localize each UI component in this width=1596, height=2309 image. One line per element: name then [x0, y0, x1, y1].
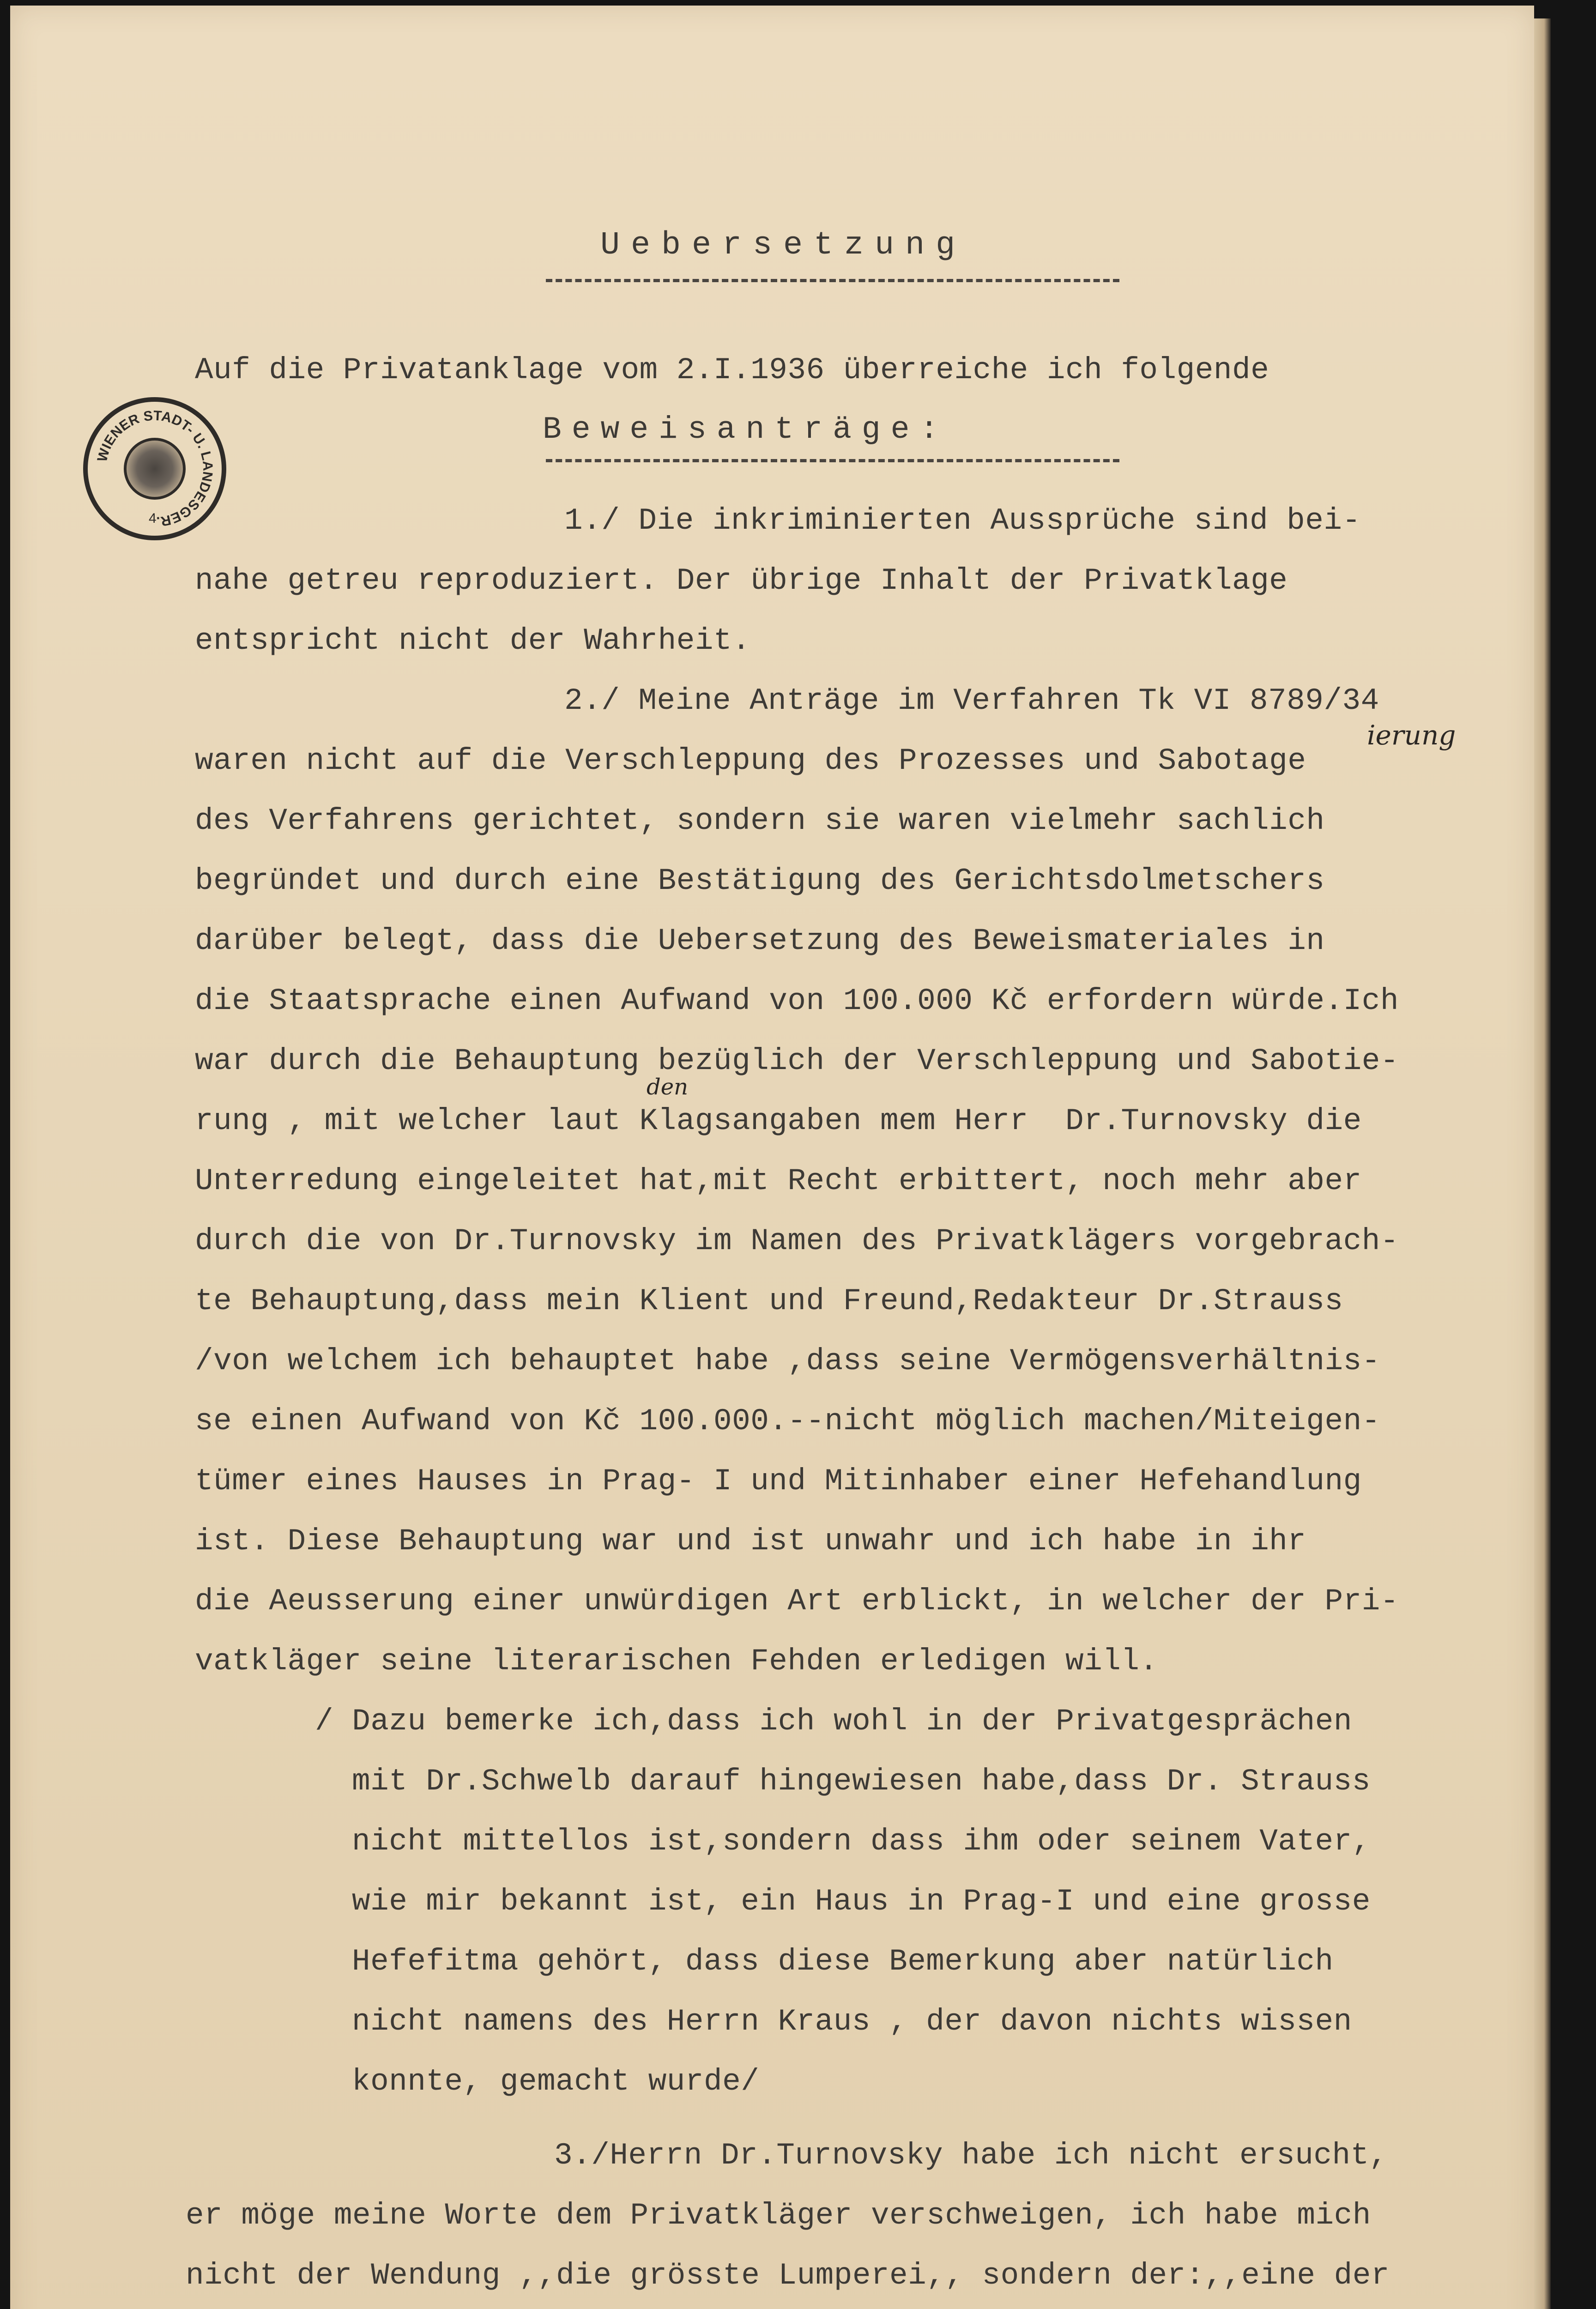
body-line: konnte, gemacht wurde/ [352, 2064, 760, 2099]
body-line: 1./ Die inkriminierten Aussprüche sind bei- [564, 503, 1361, 538]
body-line: / Dazu bemerke ich,dass ich wohl in der Privatgesprächen [315, 1704, 1352, 1739]
body-line: war durch die Behauptung bezüglich der Verschleppung und Sabotie- [195, 1044, 1399, 1078]
body-line: rung , mit welcher laut Klagsangaben mem Herr Dr.Turnovsky die [195, 1104, 1362, 1138]
paper-edge [1534, 18, 1551, 2309]
intro-line: Auf die Privatanklage vom 2.I.1936 überreiche ich folgende [195, 353, 1270, 387]
body-line: vatkläger seine literarischen Fehden erledigen will. [195, 1644, 1158, 1679]
body-line: nahe getreu reproduziert. Der übrige Inhalt der Privatklage [195, 563, 1288, 598]
body-line: /von welchem ich behauptet habe ,dass seine Vermögensverhältnis- [195, 1344, 1380, 1378]
title-underline [546, 279, 1119, 282]
body-line: 2./ Meine Anträge im Verfahren Tk VI 8789/34 [564, 683, 1379, 718]
body-line: darüber belegt, dass die Uebersetzung des Beweismateriales in [195, 924, 1325, 958]
body-line: nicht der Wendung ,,die grösste Lumperei,, sondern der:,,eine der [186, 2258, 1390, 2293]
body-line: mit Dr.Schwelb darauf hingewiesen habe,dass Dr. Strauss [352, 1764, 1371, 1799]
stamp-number: 4 [149, 511, 157, 526]
body-line: durch die von Dr.Turnovsky im Namen des Privatklägers vorgebrach- [195, 1224, 1399, 1258]
section-heading: Beweisanträge: [543, 412, 949, 447]
body-line: begründet und durch eine Bestätigung des Gerichtsdolmetschers [195, 864, 1325, 898]
body-line: waren nicht auf die Verschleppung des Prozesses und Sabotage [195, 743, 1306, 778]
heading-underline [546, 459, 1119, 462]
eagle-emblem-icon [124, 438, 186, 500]
body-line: ist. Diese Behauptung war und ist unwahr und ich habe in ihr [195, 1524, 1306, 1559]
body-line: nicht namens des Herrn Kraus , der davon nichts wissen [352, 2004, 1352, 2039]
handwritten-correction: den [647, 1074, 689, 1100]
body-line: Hefefitma gehört, dass diese Bemerkung aber natürlich [352, 1944, 1334, 1979]
court-stamp [83, 397, 226, 540]
stamp-text: WIENER STADT- U. LANDESGER. [94, 408, 216, 529]
body-line: 3./Herrn Dr.Turnovsky habe ich nicht ersucht, [554, 2138, 1388, 2173]
body-line: des Verfahrens gerichtet, sondern sie waren vielmehr sachlich [195, 804, 1325, 838]
body-line: die Aeusserung einer unwürdigen Art erblickt, in welcher der Pri- [195, 1584, 1399, 1619]
body-line: wie mir bekannt ist, ein Haus in Prag-I und eine grosse [352, 1884, 1371, 1919]
body-line: entspricht nicht der Wahrheit. [195, 623, 751, 658]
body-line: die Staatsprache einen Aufwand von 100.000 Kč erfordern würde.Ich [195, 984, 1399, 1018]
body-line: nicht mittellos ist,sondern dass ihm oder seinem Vater, [352, 1824, 1371, 1859]
body-line: te Behauptung,dass mein Klient und Freund,Redakteur Dr.Strauss [195, 1284, 1343, 1318]
body-line: er möge meine Worte dem Privatkläger verschweigen, ich habe mich [186, 2198, 1371, 2233]
body-line: tümer eines Hauses in Prag- I und Mitinhaber einer Hefehandlung [195, 1464, 1362, 1499]
body-line: se einen Aufwand von Kč 100.000.--nicht möglich machen/Miteigen- [195, 1404, 1380, 1439]
body-line: Unterredung eingeleitet hat,mit Recht erbittert, noch mehr aber [195, 1164, 1362, 1198]
page-title: Uebersetzung [600, 227, 967, 264]
handwritten-correction: ierung [1367, 719, 1456, 751]
